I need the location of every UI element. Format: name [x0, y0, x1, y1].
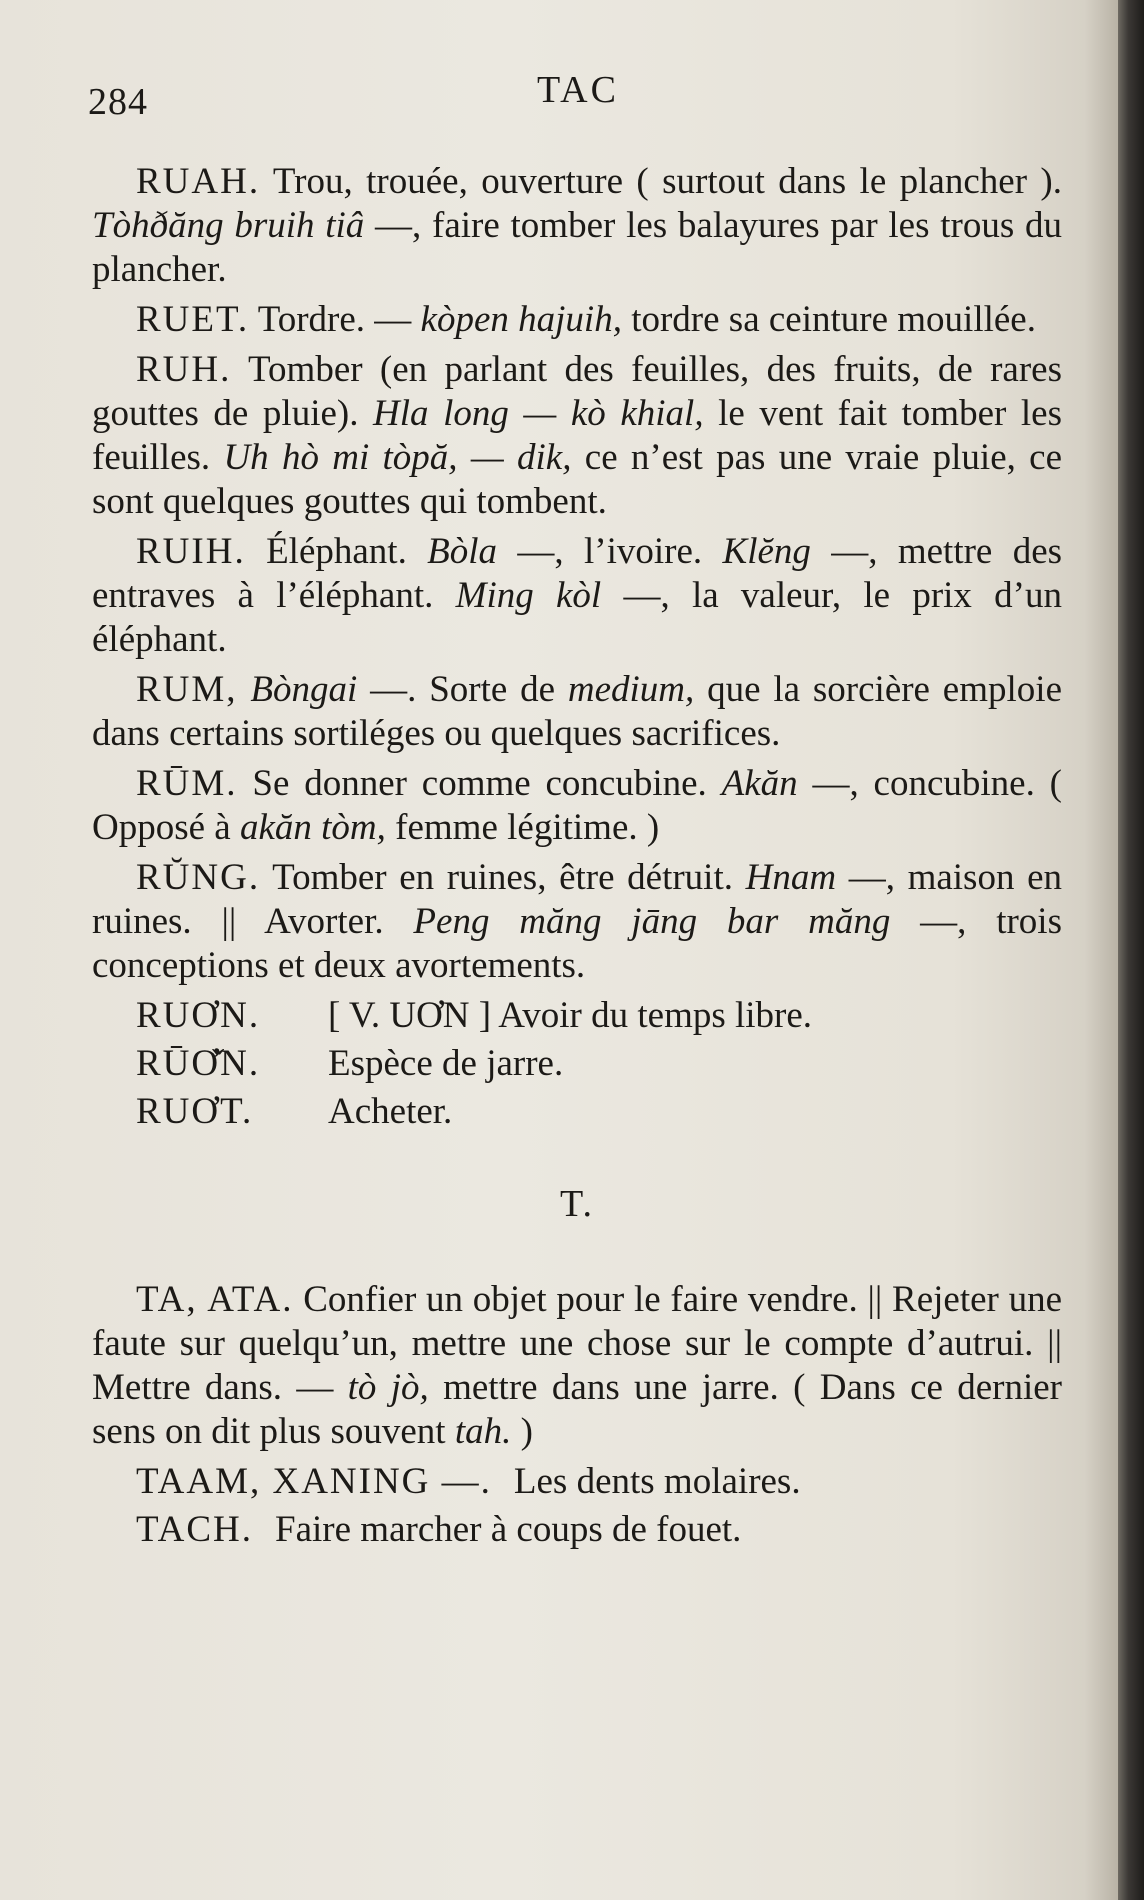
entry-headword: RUH.: [136, 349, 232, 390]
dictionary-entry: [136, 1460, 1062, 1504]
entry-definition-text: Éléphant.: [266, 531, 428, 572]
entry-definition-text: [ V. UƠN ] Avoir du temps libre.: [328, 995, 813, 1036]
dictionary-entry: [136, 1042, 1062, 1086]
entry-example-italic: Uh hò mi tòpă, — dik,: [223, 437, 572, 478]
entry-definition-text: Se donner comme concubine.: [252, 763, 722, 804]
entry-example-italic: tò jò,: [347, 1367, 429, 1408]
entry-definition-text: Tomber (en parlant des feuilles, des fruits, de rares gouttes de pluie).: [92, 349, 1062, 434]
entry-headword: RŪM.: [136, 763, 238, 804]
running-head: TAC: [537, 69, 619, 111]
entry-definition-text: Confier un objet pour le faire vendre. || Rejeter une faute sur quelqu’un, mettre une chose sur le compte d’autrui. || Mettre dans. —: [92, 1279, 1063, 1408]
entry-example-italic: Akăn: [721, 763, 798, 804]
entry-definition-text: ce n’est pas une vraie pluie, ce sont quelques gouttes qui tombent.: [92, 437, 1063, 522]
dictionary-entry: [136, 994, 1062, 1038]
entry-definition-text: —, l’ivoire.: [497, 531, 723, 572]
entry-definition-text: Espèce de jarre.: [328, 1043, 564, 1084]
entry-example-italic: Ming kòl: [455, 575, 602, 616]
entry-headword: RUM,: [136, 669, 238, 710]
entry-example-italic: medium,: [567, 669, 695, 710]
page-header: [88, 62, 1068, 122]
entry-definition-text: tordre sa ceinture mouillée.: [621, 299, 1036, 340]
entry-definition-text: —, concubine. ( Opposé à: [92, 763, 1062, 848]
entry-example-italic: Hla long — kò khial,: [373, 393, 704, 434]
entry-example-italic: akăn tòm,: [239, 807, 386, 848]
page-number: 284: [88, 81, 148, 123]
entry-example-italic: kòpen hajuih,: [420, 299, 622, 340]
entry-headword: RUƠT.: [136, 1091, 254, 1132]
entries-t: [92, 1278, 1062, 1454]
entry-example-italic: Tòhðăng bruih tiâ: [92, 205, 365, 246]
dictionary-entry: [92, 668, 1062, 756]
dictionary-entry: [92, 1278, 1062, 1454]
entry-example-italic: tah.: [454, 1411, 512, 1452]
entry-definition-text: le vent fait tomber les feuilles.: [92, 393, 1062, 478]
short-entries-t: [92, 1460, 1062, 1552]
entry-headword: RUAH.: [136, 161, 261, 202]
dictionary-entry: [92, 298, 1062, 342]
entry-definition-text: Les dents molaires.: [513, 1461, 801, 1502]
dictionary-content: [92, 160, 1062, 1556]
entry-definition-text: Tordre. —: [257, 299, 421, 340]
dictionary-entry: [92, 348, 1062, 524]
dictionary-entry: [92, 530, 1062, 662]
dictionary-entry: [136, 1090, 1062, 1134]
entry-headword: TAAM, XANING —.: [136, 1461, 492, 1502]
entry-definition-text: que la sorcière emploie dans certains sortiléges ou quelques sacrifices.: [92, 669, 1062, 754]
entry-headword: RŪƠ̌N.: [136, 1043, 261, 1084]
entry-headword: TA, ATA.: [136, 1279, 294, 1320]
entry-headword: TACH.: [136, 1509, 254, 1550]
dictionary-entry: [92, 762, 1062, 850]
entry-example-italic: Bòngai: [250, 669, 358, 710]
entries-r: [92, 160, 1062, 988]
dictionary-entry: [92, 856, 1062, 988]
entry-headword: RUIH.: [136, 531, 246, 572]
entry-definition-text: Acheter.: [328, 1091, 453, 1132]
section-letter: T.: [560, 1183, 594, 1225]
entry-definition-text: —, la valeur, le prix d’un éléphant.: [92, 575, 1062, 660]
entry-definition-text: —. Sorte de: [357, 669, 568, 710]
entry-definition-text: —, trois conceptions et deux avortements.: [92, 901, 1062, 986]
entry-example-italic: Hnam: [745, 857, 837, 898]
entry-headword: RŬNG.: [136, 857, 261, 898]
entry-definition-text: femme légitime. ): [385, 807, 660, 848]
entry-definition-text: —, mettre des entraves à l’éléphant.: [92, 531, 1063, 616]
dictionary-entry: [92, 160, 1062, 292]
entry-definition-text: mettre dans une jarre. ( Dans ce dernier sens on dit plus souvent: [92, 1367, 1062, 1452]
entry-definition-text: —, maison en ruines. || Avorter.: [92, 857, 1062, 942]
page-edge: [1118, 0, 1144, 1900]
entry-definition-text: ): [511, 1411, 533, 1452]
entry-example-italic: Klĕng: [722, 531, 811, 572]
entry-headword: RUET.: [136, 299, 250, 340]
entry-definition-text: Trou, trouée, ouverture ( surtout dans le plancher ).: [272, 161, 1062, 202]
entry-definition-text: —, faire tomber les balayures par les trous du plancher.: [92, 205, 1062, 290]
entry-definition-text: Faire marcher à coups de fouet.: [275, 1509, 742, 1550]
entry-example-italic: Peng măng jāng bar măng: [413, 901, 891, 942]
entry-headword: RUƠN.: [136, 995, 261, 1036]
entry-definition-text: Tomber en ruines, être détruit.: [272, 857, 746, 898]
short-entries-r: [92, 994, 1062, 1134]
entry-example-italic: Bòla: [427, 531, 498, 572]
dictionary-entry: [136, 1508, 1062, 1552]
